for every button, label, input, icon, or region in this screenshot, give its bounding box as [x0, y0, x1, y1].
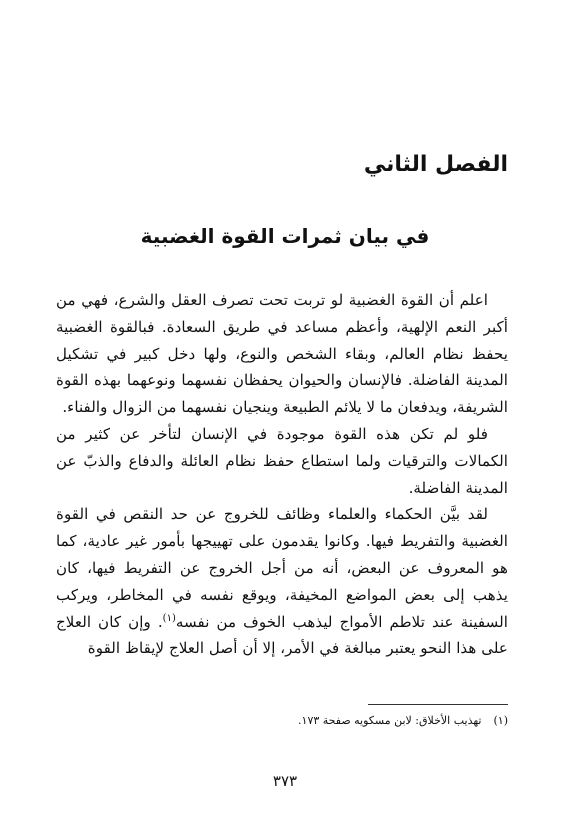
footnote-text: تهذيب الأخلاق: لابن مسكويه صفحة ١٧٣.: [298, 714, 482, 727]
footnote: [56, 712, 508, 730]
footnote-divider: [368, 704, 508, 705]
paragraph-3-text: لقد بيَّن الحكماء والعلماء وظائف للخروج عن حد النقص في القوة الغضبية والتفريط فيها. وكانوا يقدمون على تهييجها بأمور غير عادية، كما هو المعروف عن البعض، أنه من أجل الخروج عن التفريط فيها، كان يذهب إلى بعض المواضع المخيفة، ويوقع نفسه في المخاطر، ويركب السفينة عند تلاطم الأمواج ليذهب الخوف من نفسه: [56, 505, 508, 631]
paragraph-2: فلو لم تكن هذه القوة موجودة في الإنسان لتأخر عن كثير من الكمالات والترقيات ولما استطاع حفظ نظام العائلة والدفاع والذبّ عن المدينة الفاضلة.: [56, 424, 508, 497]
page-number: ٣٧٣: [272, 772, 298, 790]
footnote-marker: (١): [162, 612, 176, 624]
paragraph-1: اعلم أن القوة الغضبية لو تربت تحت تصرف العقل والشرع، فهي من أكبر النعم الإلهية، وأعظم مساعد في طريق السعادة. فبالقوة الغضبية يحفظ نظام العالم، وبقاء الشخص والنوع، ولها دخل كبير في تشكيل المدينة الفاضلة. فالإنسان والحيوان يحفظان نفسهما ونوعهما بهذه القوة الشريفة، ويدفعان ما لا يلائم الطبيعة وينجيان نفسهما من الزوال والفناء.: [56, 291, 508, 417]
paragraph-3-continuation: . وإن كان العلاج على هذا النحو يعتبر مبالغة في الأمر، إلا أن أصل العلاج لإيقاظ القوة: [56, 612, 508, 658]
section-title: في بيان ثمرات القوة الغضبية: [140, 224, 430, 248]
body-text: [56, 287, 508, 662]
footnote-number: (١): [493, 714, 508, 727]
paragraph-3: [56, 501, 508, 662]
chapter-title: الفصل الثاني: [363, 152, 508, 177]
